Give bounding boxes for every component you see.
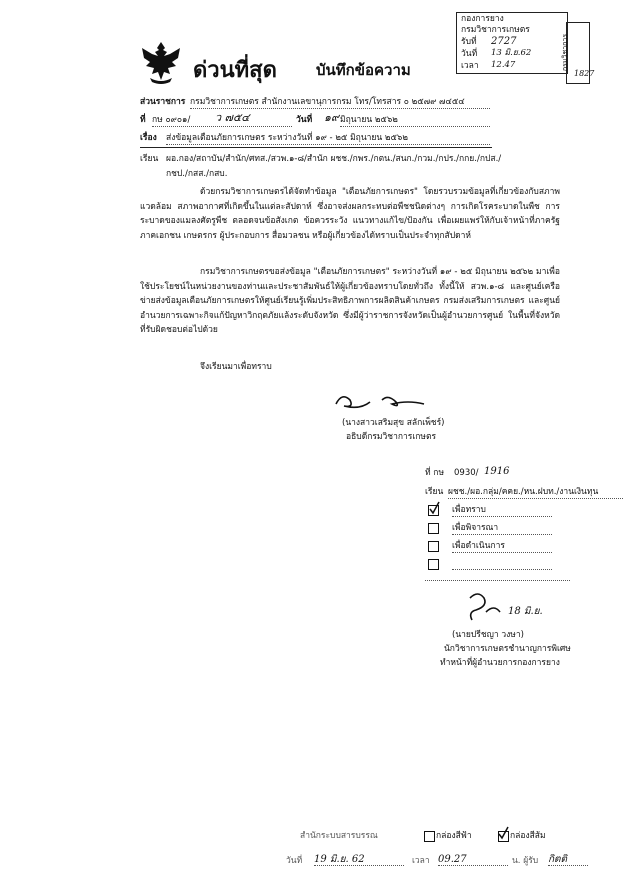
- footer-receiver-label: น. ผู้รับ: [512, 856, 539, 866]
- date-label: วันที่: [296, 115, 313, 125]
- urgent-heading: ด่วนที่สุด: [193, 58, 277, 83]
- endorse-ref-handwritten: 1916: [484, 466, 510, 477]
- receipt-dept: กรมวิชาการเกษตร: [461, 25, 530, 35]
- option-label-2: เพื่อพิจารณา: [452, 523, 552, 535]
- footer-receiver-value: กิตติ: [548, 854, 588, 866]
- footer-box-blue: กล่องสีฟ้า: [436, 831, 472, 841]
- endorse-handwritten-date: 18 มิ.ย.: [508, 606, 543, 617]
- endorse-to-label: เรียน: [425, 487, 444, 497]
- footer-date-label: วันที่: [286, 856, 303, 866]
- closing: จึงเรียนมาเพื่อทราบ: [200, 362, 272, 372]
- to-line-1: ผอ.กอง/สถาบัน/สำนัก/ศทส./สวพ.๑-๘/สำนัก ผชช./กพร./กตน./สนก./กวม./กปร./กกย./กปส./: [166, 154, 502, 164]
- option-label-4: [452, 559, 552, 570]
- chief-title-2: ทำหน้าที่ผู้อำนวยการกองการยาง: [440, 658, 560, 668]
- endorse-ref-value: 0930/: [454, 468, 479, 478]
- footer-box-red: กล่องสีส้ม: [510, 831, 546, 841]
- side-stamp-no: 1827: [574, 69, 595, 78]
- subject-label: เรื่อง: [140, 133, 157, 143]
- endorse-ref-label: ที่ กษ: [425, 468, 445, 478]
- header-divider: [140, 147, 492, 148]
- option-label-3: เพื่อดำเนินการ: [452, 541, 552, 553]
- agency-value: กรมวิชาการเกษตร สำนักงานเลขานุการกรม โทร/โทรสาร ๐ ๒๕๗๙ ๗๔๕๔: [190, 97, 490, 109]
- memo-title: บันทึกข้อความ: [316, 61, 411, 79]
- body-paragraph-2: กรมวิชาการเกษตรขอส่งข้อมูล "เตือนภัยการเกษตร" ระหว่างวันที่ ๑๙ - ๒๕ มิถุนายน ๒๕๖๒ มาเพื่อใช้ประโยชน์ในหน่วยงานของท่านและประชาสัมพันธ์ให้ผู้เกี่ยวข้องทราบโดยทั่วถึง ทั้งนี้ให้ สวพ.๑-๘ และศูนย์เครือข่ายส่งข้อมูลเตือนภัยการเกษตรให้ศูนย์เรียนรู้เพิ่มประสิทธิภาพการผลิตสินค้าเกษตร กรมส่งเสริมการเกษตร และศูนย์อำนวยการเฉพาะกิจแก้ปัญหาวิกฤตภัยแล้งระดับจังหวัด ซึ่งมีผู้ว่าราชการจังหวัดเป็นผู้อำนวยการศูนย์ ในพื้นที่จังหวัดที่รับผิดชอบต่อไปด้วย: [140, 267, 560, 335]
- ref-label: ที่: [140, 115, 146, 125]
- option-label-1: เพื่อทราบ: [452, 505, 552, 517]
- blank-line: [425, 580, 570, 581]
- director-signature-icon: [330, 390, 430, 414]
- body-paragraph-1: ด้วยกรมวิชาการเกษตรได้จัดทำข้อมูล "เตือนภัยการเกษตร" โดยรวบรวมข้อมูลที่เกี่ยวข้องกับสภาพแวดล้อม สภาพอากาศที่เกิดขึ้นในแต่ละสัปดาห์ ซึ่งอาจส่งผลกระทบต่อพืชชนิดต่างๆ การเกิดโรคระบาดในพืช การระบาดของแมลงศัตรูพืช ตลอดจนข้อสังเกต ข้อควรระวัง แนวทางแก้ไข/ป้องกัน เพื่อเผยแพร่ให้กับเจ้าหน้าที่ภาครัฐ ภาคเอกชน เกษตรกร ผู้ประกอบการ สื่อมวลชน หรือผู้เกี่ยวข้องได้ทราบเป็นประจำทุกสัปดาห์: [140, 187, 560, 241]
- option-checkbox-2: [428, 523, 439, 534]
- agency-label: ส่วนราชการ: [140, 97, 186, 107]
- footer-time-value: 09.27: [438, 854, 508, 866]
- option-checkbox-4: [428, 559, 439, 570]
- endorse-to-value: ผชช./ผอ.กลุ่ม/คคย./หน.ฝบท./งานเงินทุน: [448, 487, 623, 499]
- receipt-time-label: เวลา: [461, 61, 479, 71]
- chief-name: (นายปรีชญา วงษา): [452, 630, 524, 640]
- to-label: เรียน: [140, 154, 159, 164]
- chief-signature-icon: [460, 590, 510, 624]
- chief-title-1: นักวิชาการเกษตรชำนาญการพิเศษ: [444, 644, 571, 654]
- receipt-org: กองการยาง: [461, 14, 504, 24]
- receipt-stamp: [456, 12, 568, 74]
- ref-handwritten: ว ๗๕๔: [215, 111, 250, 124]
- side-stamp-text: กรมวิชาการ: [561, 33, 570, 72]
- to-line-2: กชป./กสส./กสบ.: [166, 169, 228, 179]
- footer-system-label: สำนักระบบสารบรรณ: [300, 831, 378, 841]
- signer-name: (นางสาวเสริมสุข สลักเพ็ชร์): [342, 418, 445, 428]
- receipt-no-value: 2727: [491, 36, 517, 47]
- option-checkbox-3: [428, 541, 439, 552]
- signer-title: อธิบดีกรมวิชาการเกษตร: [346, 432, 437, 442]
- date-handwritten: ๑๙: [324, 111, 340, 124]
- checkmark-icon: [428, 501, 440, 515]
- receipt-date-label: วันที่: [461, 49, 478, 59]
- date-value: มิถุนายน ๒๕๖๒: [340, 115, 490, 127]
- receipt-no-label: รับที่: [461, 37, 477, 47]
- footer-checkmark-icon: [497, 826, 509, 840]
- receipt-time-value: 12.47: [491, 60, 516, 70]
- ref-value: กษ ๐๙๐๑/: [152, 115, 292, 127]
- garuda-emblem-icon: [140, 40, 182, 84]
- footer-date-value: 19 มิ.ย. 62: [314, 854, 404, 866]
- footer-time-label: เวลา: [412, 856, 430, 866]
- receipt-date-value: 13 มิ.ย.62: [491, 48, 532, 58]
- footer-box-blue-checkbox: [424, 831, 435, 842]
- subject-value: ส่งข้อมูลเตือนภัยการเกษตร ระหว่างวันที่ ๑๙ - ๒๕ มิถุนายน ๒๕๖๒: [166, 133, 490, 145]
